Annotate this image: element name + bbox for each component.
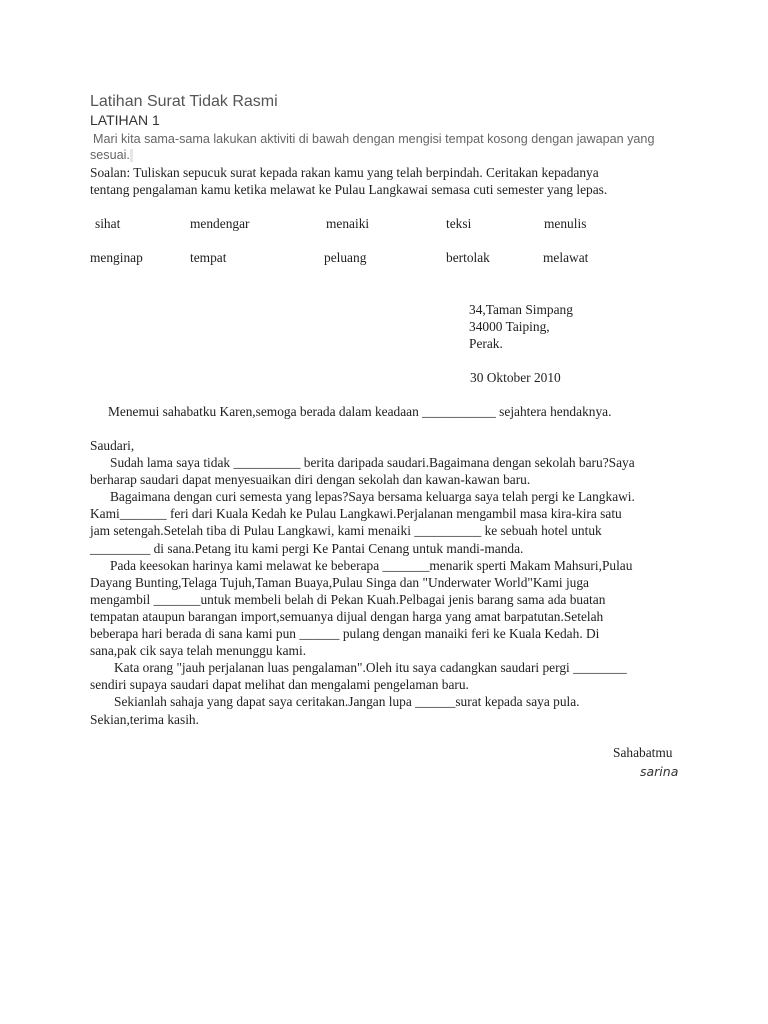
letter-body bbox=[90, 437, 690, 728]
word-bank-item: teksi bbox=[446, 216, 472, 231]
highlight-mark bbox=[130, 149, 133, 162]
instruction-text bbox=[90, 131, 690, 163]
word-bank-item: sihat bbox=[95, 216, 121, 231]
question-line: tentang pengalaman kamu ketika melawat ke Pulau Langkawai semasa cuti semester yang lepas. bbox=[90, 182, 608, 197]
address-line: Perak. bbox=[469, 336, 503, 351]
body-line: sendiri supaya saudari dapat melihat dan mengalami pengelaman baru. bbox=[90, 677, 469, 693]
document-title: Latihan Surat Tidak Rasmi bbox=[90, 93, 278, 110]
question-text bbox=[90, 164, 700, 198]
body-line: Kami_______ feri dari Kuala Kedah ke Pulau Langkawi.Perjalanan mengambil masa kira-kira satu bbox=[90, 506, 622, 522]
word-bank-item: melawat bbox=[543, 250, 589, 265]
sender-address bbox=[469, 301, 573, 352]
body-line: Pada keesokan harinya kami melawat ke beberapa _______menarik sperti Makam Mahsuri,Pulau bbox=[110, 557, 633, 573]
body-line: Saudari, bbox=[90, 438, 135, 453]
body-line: beberapa hari berada di sana kami pun ______ pulang dengan manaiki feri ke Kuala Kedah. Di bbox=[90, 626, 600, 642]
body-line: Sekianlah sahaja yang dapat saya ceritakan.Jangan lupa ______surat kepada saya pula. bbox=[114, 694, 580, 710]
body-line: Sudah lama saya tidak __________ berita daripada saudari.Bagaimana dengan sekolah baru?Saya bbox=[110, 455, 635, 471]
body-line: Bagaimana dengan curi semesta yang lepas?Saya bersama keluarga saya telah pergi ke Langkawi. bbox=[110, 489, 635, 505]
body-line: tempatan ataupun barangan import,semuanya dijual dengan harga yang amat barpatutan.Setelah bbox=[90, 608, 604, 624]
instruction-line: sesuai. bbox=[90, 147, 690, 163]
address-line: 34,Taman Simpang bbox=[469, 302, 573, 317]
instruction-line: Mari kita sama-sama lakukan aktiviti di bawah dengan mengisi tempat kosong dengan jawapan yang bbox=[93, 132, 655, 146]
word-bank-item: menginap bbox=[90, 250, 143, 265]
word-bank-item: mendengar bbox=[190, 216, 250, 231]
word-bank-item: tempat bbox=[190, 250, 227, 265]
body-line: jam setengah.Setelah tiba di Pulau Langkawi, kami menaiki __________ ke sebuah hotel untuk bbox=[90, 523, 602, 539]
address-line: 34000 Taiping, bbox=[469, 319, 550, 334]
body-line: _________ di sana.Petang itu kami pergi Ke Pantai Cenang untuk mandi-manda. bbox=[90, 540, 524, 556]
word-bank-item: menaiki bbox=[326, 216, 370, 231]
letter-signature: sarina bbox=[640, 764, 679, 779]
letter-signoff: Sahabatmu bbox=[613, 745, 673, 760]
word-bank-item: peluang bbox=[324, 250, 367, 265]
letter-date: 30 Oktober 2010 bbox=[470, 370, 561, 385]
body-line: Dayang Bunting,Telaga Tujuh,Taman Buaya,Pulau Singa dan "Underwater World"Kami juga bbox=[90, 574, 590, 590]
exercise-heading: LATIHAN 1 bbox=[90, 112, 160, 128]
letter-greeting: Menemui sahabatku Karen,semoga berada dalam keadaan ___________ sejahtera hendaknya. bbox=[108, 404, 612, 419]
body-line: mengambil _______untuk membeli belah di Pekan Kuah.Pelbagai jenis barang sama ada buatan bbox=[90, 591, 606, 607]
body-line: berharap saudari dapat menyesuaikan diri dengan sekolah dan kawan-kawan baru. bbox=[90, 472, 531, 488]
question-line: Soalan: Tuliskan sepucuk surat kepada rakan kamu yang telah berpindah. Ceritakan kepadanya bbox=[90, 165, 599, 180]
body-line: Sekian,terima kasih. bbox=[90, 711, 199, 727]
word-bank-item: menulis bbox=[544, 216, 587, 231]
word-bank-item: bertolak bbox=[446, 250, 490, 265]
body-line: sana,pak cik saya telah menunggu kami. bbox=[90, 643, 307, 659]
body-line: Kata orang "jauh perjalanan luas pengalaman".Oleh itu saya cadangkan saudari pergi ________ bbox=[114, 660, 627, 676]
